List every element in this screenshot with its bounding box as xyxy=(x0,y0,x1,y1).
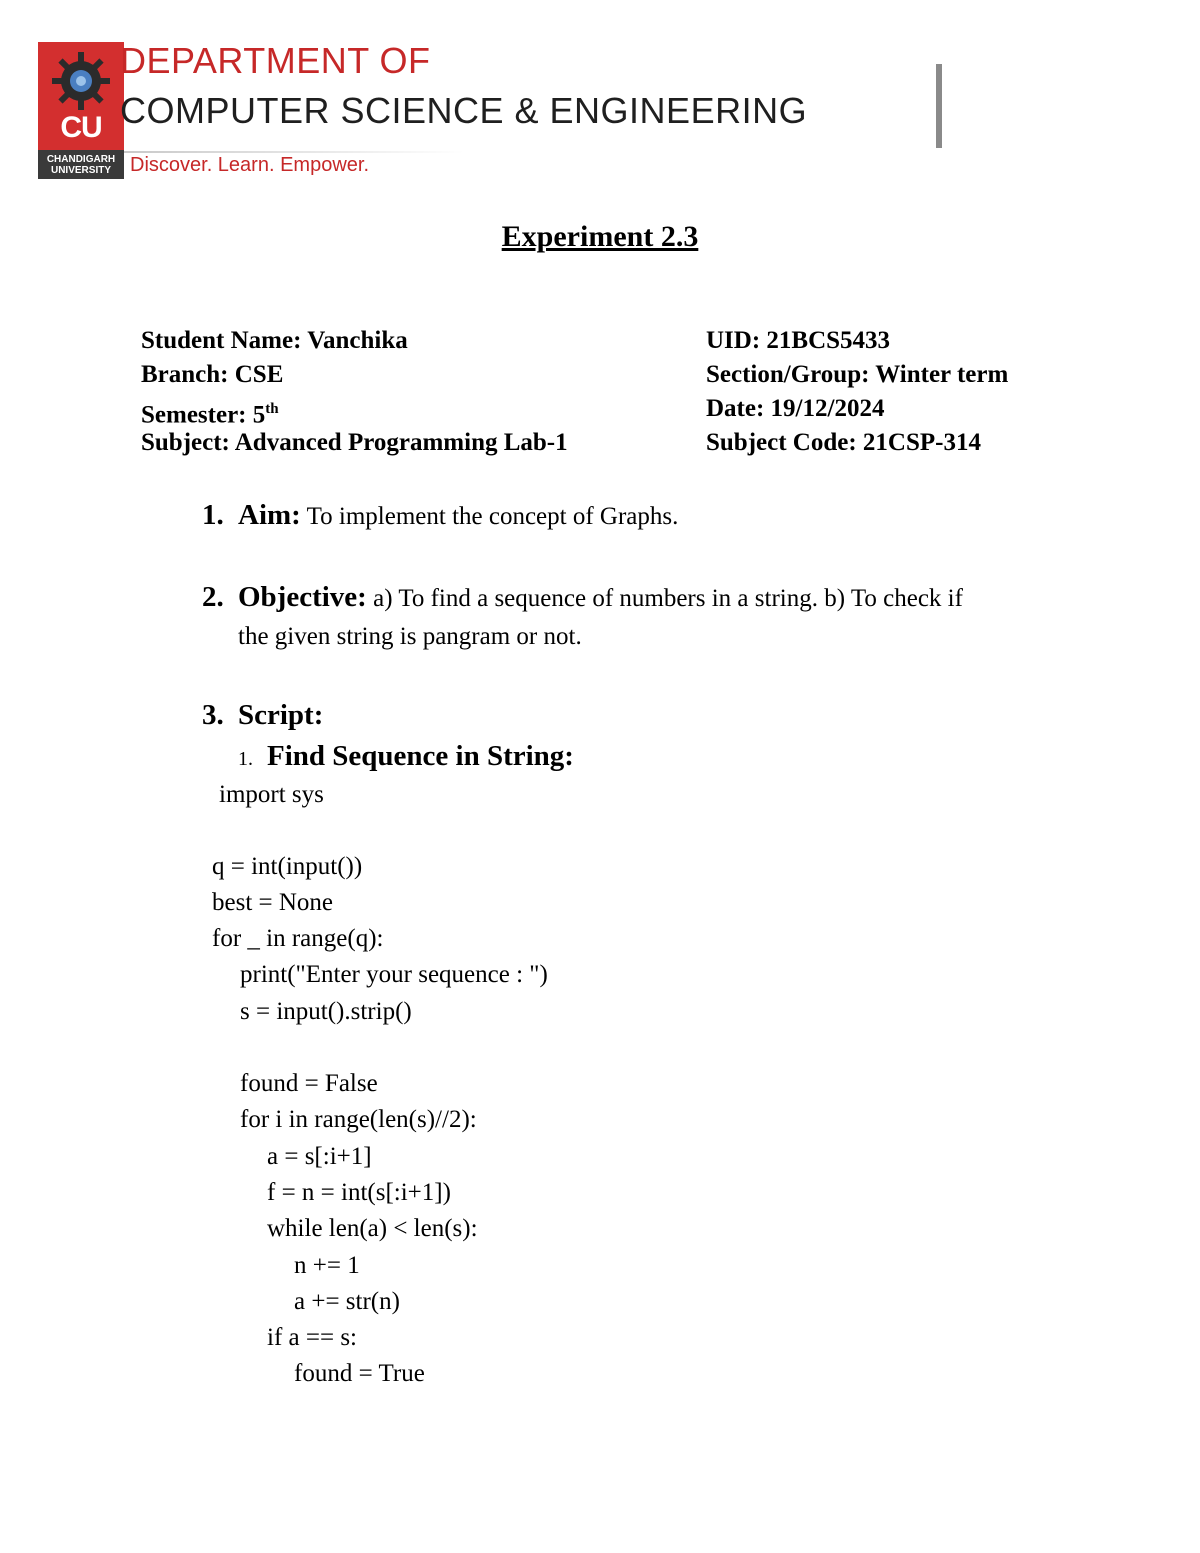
department-title-line2: COMPUTER SCIENCE & ENGINEERING xyxy=(120,90,808,131)
code-line: print("Enter your sequence : ") xyxy=(240,961,548,988)
script-section xyxy=(202,696,323,736)
aim-number: 1. xyxy=(202,499,224,531)
logo-sub-line2: UNIVERSITY xyxy=(50,165,111,176)
student-name: Student Name: Vanchika xyxy=(141,327,408,354)
code-line: while len(a) < len(s): xyxy=(267,1215,478,1242)
objective-text-line1: a) To find a sequence of numbers in a string. b) To check if xyxy=(366,585,963,612)
date: Date: 19/12/2024 xyxy=(706,395,885,422)
code-line: import sys xyxy=(219,781,324,808)
code-line: a += str(n) xyxy=(294,1288,400,1315)
objective-text-line2: the given string is pangram or not. xyxy=(238,623,582,650)
subject-code: Subject Code: 21CSP-314 xyxy=(706,429,981,456)
code-line: for _ in range(q): xyxy=(212,925,384,952)
code-line: s = input().strip() xyxy=(240,998,412,1025)
branch: Branch: CSE xyxy=(141,361,284,388)
header-rule xyxy=(124,151,464,153)
script-heading: Script: xyxy=(238,699,324,731)
page-header xyxy=(38,40,998,185)
semester-suffix: th xyxy=(265,401,279,417)
subsection-title: Find Sequence in String: xyxy=(267,740,574,772)
code-line: f = n = int(s[:i+1]) xyxy=(267,1179,451,1206)
header-divider xyxy=(936,64,942,148)
objective-heading: Objective: xyxy=(238,581,367,613)
semester xyxy=(141,392,568,429)
logo-sub-line1: CHANDIGARH xyxy=(46,154,116,165)
aim-heading: Aim: xyxy=(238,499,301,531)
aim-text: To implement the concept of Graphs. xyxy=(300,503,679,530)
logo-cu-text: CU xyxy=(60,111,102,144)
university-logo xyxy=(38,42,124,179)
uid: UID: 21BCS5433 xyxy=(706,327,891,354)
code-line: for i in range(len(s)//2): xyxy=(240,1106,477,1133)
code-line: found = False xyxy=(240,1070,378,1097)
subsection-heading xyxy=(238,737,574,778)
logo-university-strip xyxy=(38,150,124,179)
semester-value: Semester: 5 xyxy=(141,401,266,429)
objective-section xyxy=(202,578,1052,656)
department-title-line1: DEPARTMENT OF xyxy=(120,40,431,81)
experiment-title: Experiment 2.3 xyxy=(501,220,699,253)
info-left-column xyxy=(141,324,568,463)
gear-emblem-icon xyxy=(50,50,112,112)
aim-section xyxy=(202,496,678,536)
code-line: found = True xyxy=(294,1360,425,1387)
objective-number: 2. xyxy=(202,581,224,613)
script-number: 3. xyxy=(202,699,224,731)
code-line: q = int(input()) xyxy=(212,853,363,880)
tagline: Discover. Learn. Empower. xyxy=(130,154,369,176)
section-group: Section/Group: Winter term xyxy=(706,361,1009,388)
code-line: a = s[:i+1] xyxy=(267,1143,372,1170)
info-right-column xyxy=(706,324,1008,463)
subject: Subject: Advanced Programming Lab-1 xyxy=(141,429,568,456)
code-line: n += 1 xyxy=(294,1252,360,1279)
code-line: best = None xyxy=(212,889,334,916)
subsection-number: 1. xyxy=(238,748,253,770)
code-line: if a == s: xyxy=(267,1324,357,1351)
